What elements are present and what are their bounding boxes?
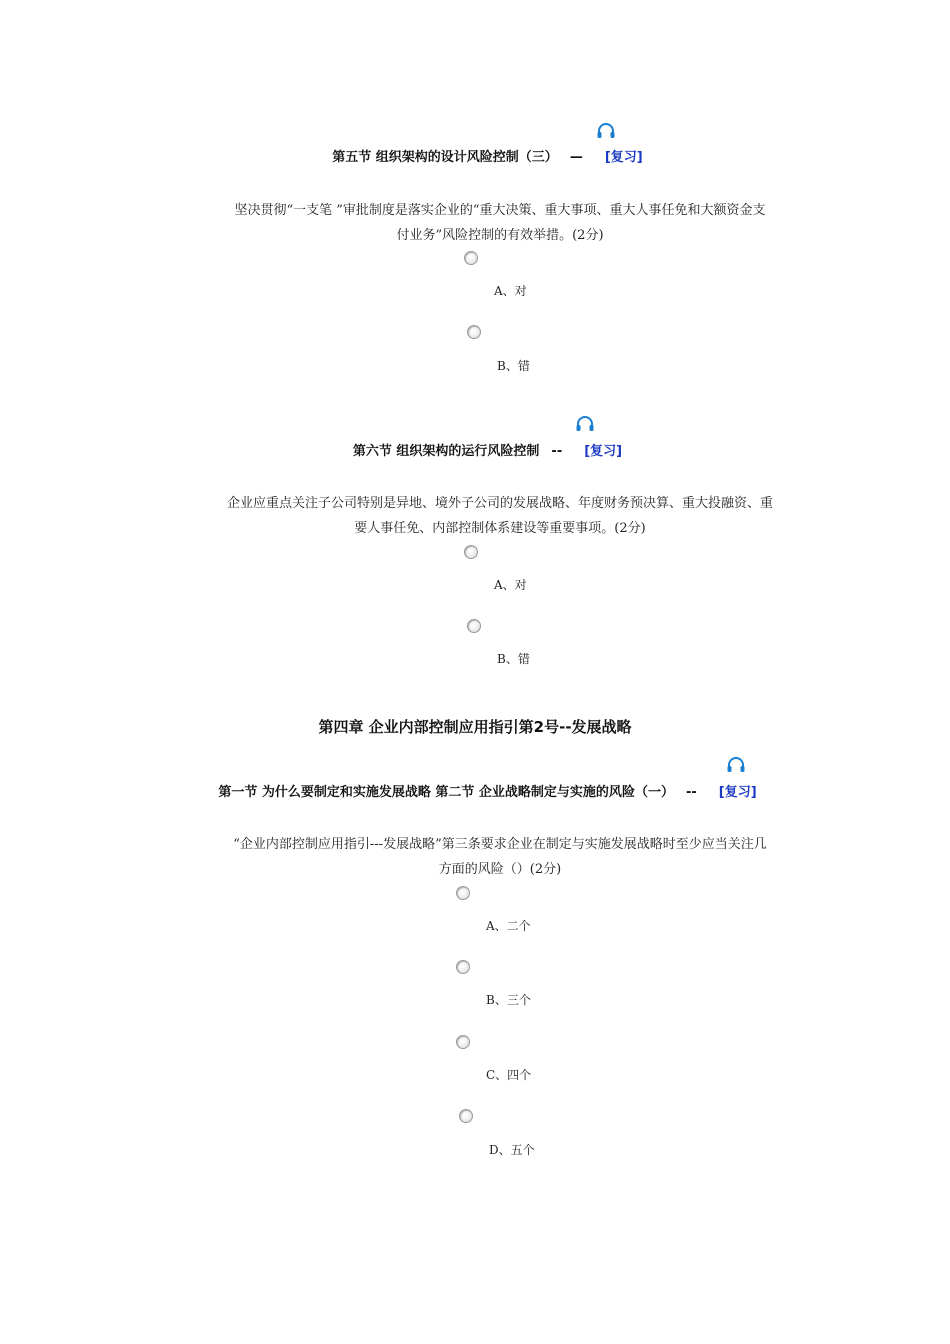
option-radio-b[interactable] [467,619,481,633]
option-radio-b[interactable] [456,960,470,974]
question-text [150,491,850,541]
question-line: 企业应重点关注子公司特别是异地、境外子公司的发展战略、年度财务预决算、重大投融资、重 [226,496,773,511]
section-title-text: 第五节 组织架构的设计风险控制（三） [332,150,558,165]
question-line: 要人事任免、内部控制体系建设等重要事项。(2分) [354,521,646,536]
option-radio-a[interactable] [464,545,478,559]
question-text [150,198,850,248]
option-radio-a[interactable] [456,886,470,900]
review-link[interactable]: [复习] [584,444,623,459]
review-link[interactable]: [复习] [718,785,757,800]
section-title [0,146,950,165]
section-title-text: 第六节 组织架构的运行风险控制 [352,444,540,459]
option-radio-b[interactable] [467,325,481,339]
headphone-icon[interactable] [596,123,616,139]
section-title [0,440,950,459]
option-label-d: D、五个 [489,1143,535,1157]
question-line: 方面的风险（）(2分) [438,862,562,877]
review-link[interactable]: [复习] [604,150,643,165]
option-radio-d[interactable] [459,1109,473,1123]
option-radio-c[interactable] [456,1035,470,1049]
question-line: 坚决贯彻“一支笔 ”审批制度是落实企业的“重大决策、重大事项、重大人事任免和大额资金支 [234,203,766,218]
section-title [0,781,950,800]
question-text [150,832,850,882]
question-line: “企业内部控制应用指引---发展战略”第三条要求企业在制定与实施发展战略时至少应当关注几 [233,837,767,852]
chapter-title: 第四章 企业内部控制应用指引第2号--发展战略 [318,718,632,736]
separator-dash: -- [685,785,697,800]
section-title-text: 第一节 为什么要制定和实施发展战略 第二节 企业战略制定与实施的风险（一） [218,785,674,800]
separator-dash: — [569,150,583,165]
headphone-icon[interactable] [726,757,746,773]
option-label-a: A、对 [494,284,527,298]
option-label-b: B、三个 [486,993,531,1007]
separator-dash: -- [551,444,563,459]
question-line: 付业务”风险控制的有效举措。(2分) [396,228,604,243]
option-label-b: B、错 [497,359,530,373]
option-label-a: A、二个 [486,919,531,933]
option-label-c: C、四个 [486,1068,532,1082]
option-label-b: B、错 [497,652,530,666]
option-label-a: A、对 [494,578,527,592]
option-radio-a[interactable] [464,251,478,265]
headphone-icon[interactable] [575,416,595,432]
